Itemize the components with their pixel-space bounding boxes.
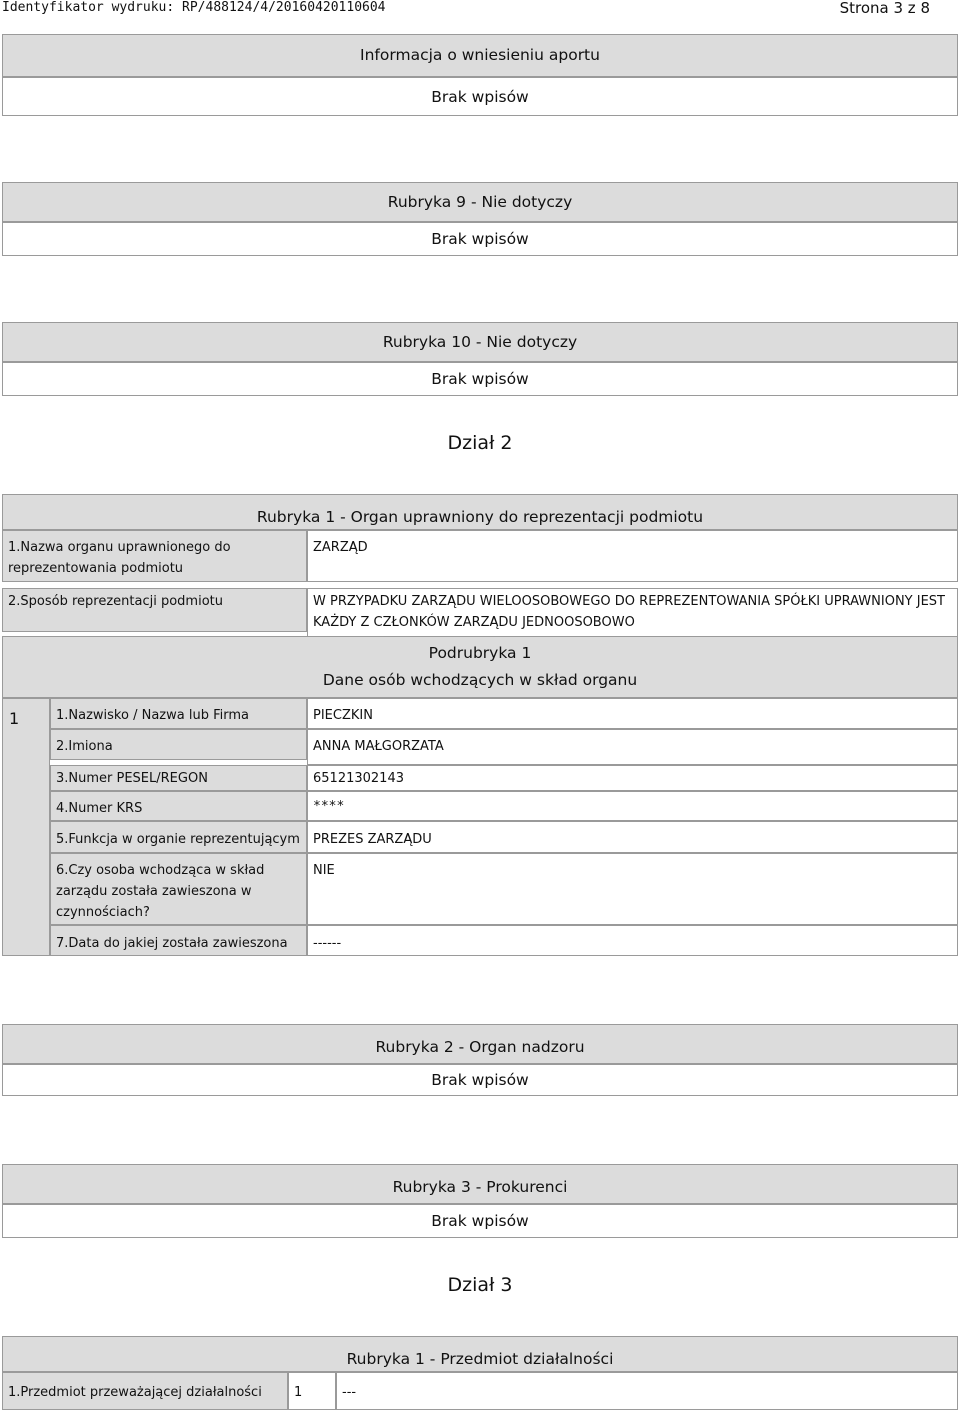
rubryka-1-organ-title: Rubryka 1 - Organ uprawniony do reprezentacji podmiotu	[2, 494, 958, 530]
person-field-label: 3.Numer PESEL/REGON	[50, 765, 307, 791]
section-title-rubryka-10: Rubryka 10 - Nie dotyczy	[2, 322, 958, 362]
person-index-cell: 1	[2, 698, 50, 956]
field-organ-name-value: ZARZĄD	[307, 530, 958, 582]
podrubryka-subtitle: Dane osób wchodzących w skład organu	[322, 671, 638, 689]
rubryka-2-body: Brak wpisów	[2, 1064, 958, 1096]
person-field-value: ------	[307, 925, 958, 956]
section-body-rubryka-9: Brak wpisów	[2, 222, 958, 256]
rubryka-3-body: Brak wpisów	[2, 1204, 958, 1238]
dzial-2-title: Dział 2	[447, 432, 513, 454]
section-body-aport: Brak wpisów	[2, 77, 958, 116]
page-number: Strona 3 z 8	[839, 0, 930, 17]
field-organ-name-label: 1.Nazwa organu uprawnionego do reprezentowania podmiotu	[2, 530, 307, 582]
person-field-value: NIE	[307, 853, 958, 925]
person-field-label: 4.Numer KRS	[50, 791, 307, 821]
rubryka-2-title: Rubryka 2 - Organ nadzoru	[2, 1024, 958, 1064]
podrubryka-title: Podrubryka 1	[428, 644, 532, 663]
person-field-value: 65121302143	[307, 765, 958, 791]
section-title-aport: Informacja o wniesieniu aportu	[2, 34, 958, 77]
person-field-value: ANNA MAŁGORZATA	[307, 729, 958, 765]
person-field-label: 5.Funkcja w organie reprezentującym	[50, 821, 307, 853]
person-field-value: ****	[307, 791, 958, 821]
field-representation-label: 2.Sposób reprezentacji podmiotu	[2, 588, 307, 632]
person-field-label: 7.Data do jakiej została zawieszona	[50, 925, 307, 956]
podrubryka-header	[2, 636, 958, 698]
section-title-rubryka-9: Rubryka 9 - Nie dotyczy	[2, 182, 958, 222]
rubryka-3-title: Rubryka 3 - Prokurenci	[2, 1164, 958, 1204]
przedmiot-value: ---	[336, 1372, 958, 1410]
person-field-label: 1.Nazwisko / Nazwa lub Firma	[50, 698, 307, 729]
person-field-value: PIECZKIN	[307, 698, 958, 729]
dzial-3-rubryka-1-title: Rubryka 1 - Przedmiot działalności	[2, 1336, 958, 1372]
field-representation-value: W PRZYPADKU ZARZĄDU WIELOOSOBOWEGO DO REPREZENTOWANIA SPÓŁKI UPRAWNIONY JEST KAŻDY Z CZŁONKÓW ZARZĄDU JEDNOOSOBOWO	[307, 588, 958, 638]
person-field-label: 6.Czy osoba wchodząca w skład zarządu została zawieszona w czynnościach?	[50, 853, 307, 925]
przedmiot-index: 1	[288, 1372, 336, 1410]
person-field-label: 2.Imiona	[50, 729, 307, 760]
print-identifier: Identyfikator wydruku: RP/488124/4/20160420110604	[2, 0, 386, 15]
dzial-3-title: Dział 3	[447, 1274, 513, 1296]
przedmiot-label: 1.Przedmiot przeważającej działalności	[2, 1372, 288, 1410]
person-field-value: PREZES ZARZĄDU	[307, 821, 958, 853]
section-body-rubryka-10: Brak wpisów	[2, 362, 958, 396]
